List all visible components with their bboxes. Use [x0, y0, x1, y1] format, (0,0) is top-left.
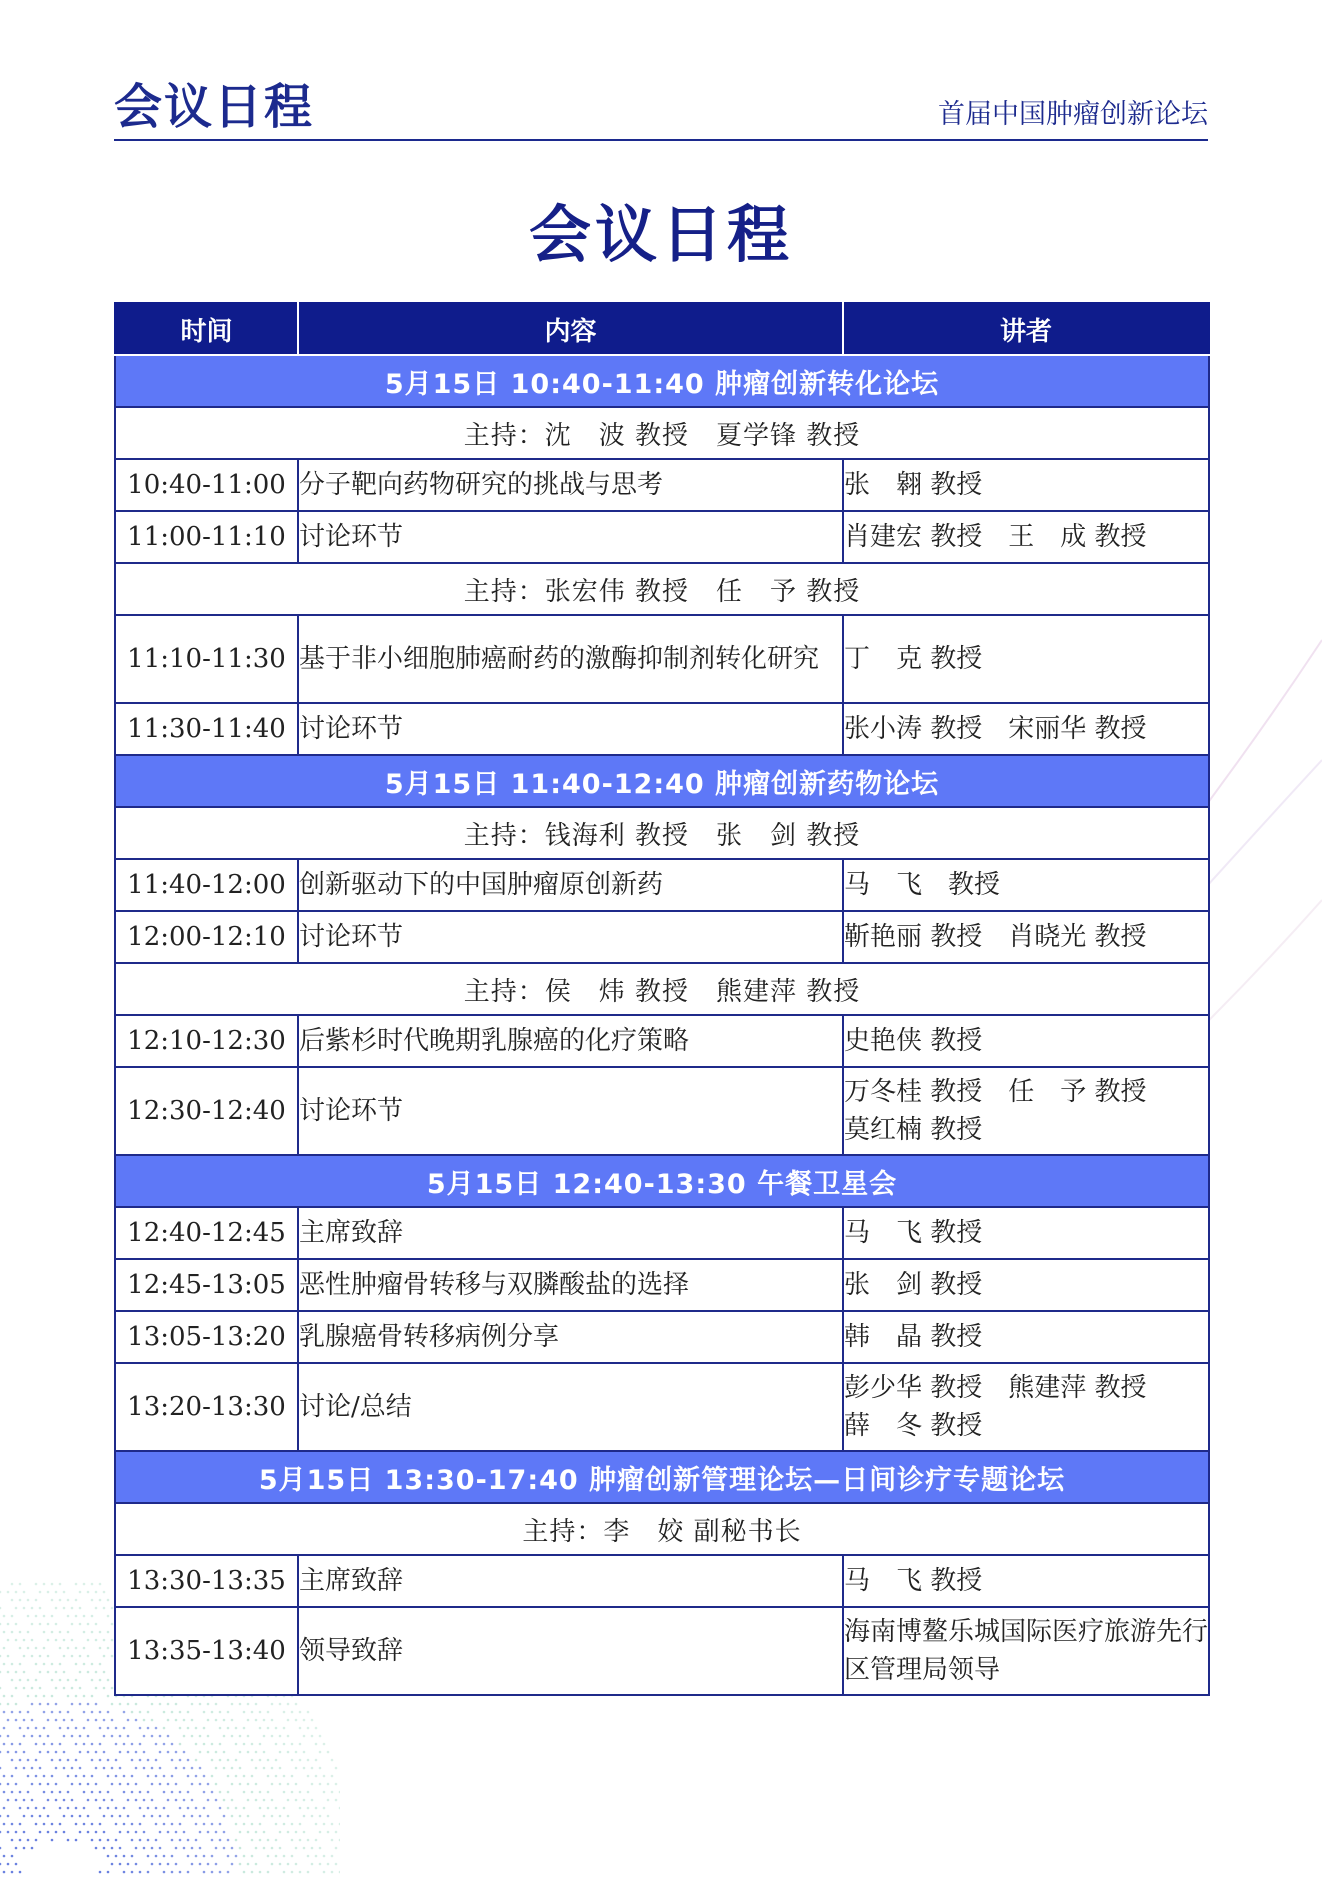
content-cell: 讨论环节	[298, 911, 843, 963]
section-title: 5月15日 11:40-12:40 肿瘤创新药物论坛	[115, 755, 1209, 807]
time-cell: 13:05-13:20	[115, 1311, 298, 1363]
table-row	[115, 1311, 1209, 1363]
time-cell: 12:45-13:05	[115, 1259, 298, 1311]
host-text: 主持：李 姣 副秘书长	[115, 1503, 1209, 1555]
content-cell: 领导致辞	[298, 1607, 843, 1695]
host-row	[115, 407, 1209, 459]
speaker-cell: 靳艳丽 教授 肖晓光 教授	[843, 911, 1209, 963]
host-text: 主持：侯 炜 教授 熊建萍 教授	[115, 963, 1209, 1015]
speaker-cell: 马 飞 教授	[843, 1555, 1209, 1607]
time-cell: 11:30-11:40	[115, 703, 298, 755]
time-cell: 13:35-13:40	[115, 1607, 298, 1695]
section-title: 5月15日 12:40-13:30 午餐卫星会	[115, 1155, 1209, 1207]
speaker-cell: 张小涛 教授 宋丽华 教授	[843, 703, 1209, 755]
section-title: 5月15日 13:30-17:40 肿瘤创新管理论坛—日间诊疗专题论坛	[115, 1451, 1209, 1503]
time-cell: 13:20-13:30	[115, 1363, 298, 1451]
host-row	[115, 963, 1209, 1015]
schedule-table	[114, 302, 1210, 1696]
section-header-row	[115, 1451, 1209, 1503]
time-cell: 13:30-13:35	[115, 1555, 298, 1607]
schedule-body	[115, 355, 1209, 1695]
host-row	[115, 807, 1209, 859]
speaker-cell: 海南博鳌乐城国际医疗旅游先行区管理局领导	[843, 1607, 1209, 1695]
speaker-cell: 韩 晶 教授	[843, 1311, 1209, 1363]
time-cell: 12:10-12:30	[115, 1015, 298, 1067]
column-header-content: 内容	[298, 303, 843, 355]
table-row	[115, 911, 1209, 963]
table-row	[115, 1607, 1209, 1695]
table-row	[115, 1015, 1209, 1067]
table-row	[115, 615, 1209, 703]
speaker-cell: 彭少华 教授 熊建萍 教授 薛 冬 教授	[843, 1363, 1209, 1451]
speaker-cell: 张 剑 教授	[843, 1259, 1209, 1311]
host-row	[115, 563, 1209, 615]
column-header-time: 时间	[115, 303, 298, 355]
section-header-row	[115, 1155, 1209, 1207]
time-cell: 12:00-12:10	[115, 911, 298, 963]
table-row	[115, 459, 1209, 511]
speaker-cell: 史艳侠 教授	[843, 1015, 1209, 1067]
host-text: 主持：沈 波 教授 夏学锋 教授	[115, 407, 1209, 459]
speaker-cell: 张 翱 教授	[843, 459, 1209, 511]
speaker-cell: 马 飞 教授	[843, 1207, 1209, 1259]
table-row	[115, 1067, 1209, 1155]
table-row	[115, 1363, 1209, 1451]
page-title: 会议日程	[528, 198, 793, 271]
header-title: 会议日程	[114, 79, 315, 135]
table-row	[115, 859, 1209, 911]
section-title: 5月15日 10:40-11:40 肿瘤创新转化论坛	[115, 355, 1209, 407]
table-row	[115, 1259, 1209, 1311]
table-row	[115, 703, 1209, 755]
content-cell: 乳腺癌骨转移病例分享	[298, 1311, 843, 1363]
speaker-cell: 万冬桂 教授 任 予 教授 莫红楠 教授	[843, 1067, 1209, 1155]
host-row	[115, 1503, 1209, 1555]
table-row	[115, 1555, 1209, 1607]
header-subtitle: 首届中国肿瘤创新论坛	[938, 99, 1208, 130]
speaker-cell: 马 飞 教授	[843, 859, 1209, 911]
time-cell: 12:30-12:40	[115, 1067, 298, 1155]
content-cell: 主席致辞	[298, 1555, 843, 1607]
speaker-cell: 丁 克 教授	[843, 615, 1209, 703]
table-row	[115, 1207, 1209, 1259]
content-cell: 讨论环节	[298, 1067, 843, 1155]
header-divider	[114, 139, 1208, 141]
host-text: 主持：张宏伟 教授 任 予 教授	[115, 563, 1209, 615]
content-cell: 主席致辞	[298, 1207, 843, 1259]
time-cell: 11:40-12:00	[115, 859, 298, 911]
time-cell: 11:10-11:30	[115, 615, 298, 703]
table-row	[115, 511, 1209, 563]
content-cell: 讨论环节	[298, 703, 843, 755]
time-cell: 10:40-11:00	[115, 459, 298, 511]
content-cell: 分子靶向药物研究的挑战与思考	[298, 459, 843, 511]
content-cell: 恶性肿瘤骨转移与双膦酸盐的选择	[298, 1259, 843, 1311]
table-header-row	[115, 303, 1209, 355]
content-cell: 后紫杉时代晚期乳腺癌的化疗策略	[298, 1015, 843, 1067]
content-cell: 讨论/总结	[298, 1363, 843, 1451]
section-header-row	[115, 355, 1209, 407]
host-text: 主持：钱海利 教授 张 剑 教授	[115, 807, 1209, 859]
content-cell: 基于非小细胞肺癌耐药的激酶抑制剂转化研究	[298, 615, 843, 703]
time-cell: 11:00-11:10	[115, 511, 298, 563]
time-cell: 12:40-12:45	[115, 1207, 298, 1259]
content-cell: 讨论环节	[298, 511, 843, 563]
speaker-cell: 肖建宏 教授 王 成 教授	[843, 511, 1209, 563]
column-header-speaker: 讲者	[843, 303, 1209, 355]
content-cell: 创新驱动下的中国肿瘤原创新药	[298, 859, 843, 911]
section-header-row	[115, 755, 1209, 807]
